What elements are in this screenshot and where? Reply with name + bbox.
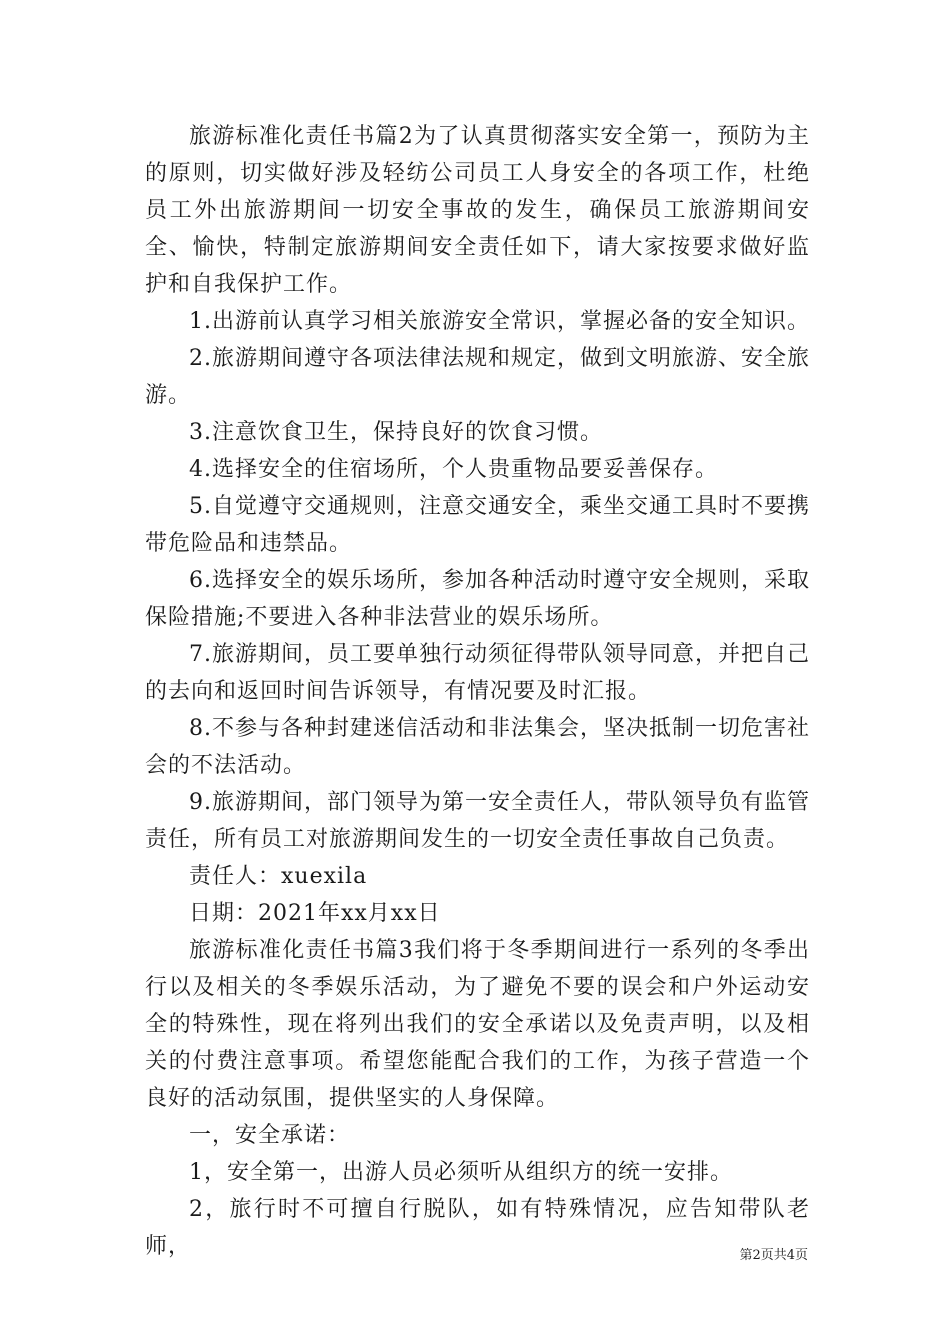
section-heading-safety-promise: 一，安全承诺：: [189, 1123, 351, 1148]
paragraph-item-4: 4.选择安全的住宿场所，个人贵重物品要妥善保存。: [189, 457, 718, 482]
document-body: [145, 118, 810, 1265]
paragraph-item-2: 2.旅游期间遵守各项法律法规和规定，做到文明旅游、安全旅游。: [145, 346, 810, 408]
page-footer: [0, 1244, 950, 1263]
paragraph-item-9: 9.旅游期间，部门领导为第一安全责任人，带队领导负有监管责任，所有员工对旅游期间发生的一切安全责任事故自己负责。: [145, 790, 810, 852]
responsible-person-line: 责任人：xuexila: [189, 864, 368, 889]
paragraph-item-7: 7.旅游期间，员工要单独行动须征得带队领导同意，并把自己的去向和返回时间告诉领导，有情况要及时汇报。: [145, 642, 810, 704]
paragraph-intro-section-3: 旅游标准化责任书篇3我们将于冬季期间进行一系列的冬季出行以及相关的冬季娱乐活动，为了避免不要的误会和户外运动安全的特殊性，现在将列出我们的安全承诺以及免责声明，以及相关的付费注意事项。希望您能配合我们的工作，为孩子营造一个良好的活动氛围，提供坚实的人身保障。: [145, 938, 810, 1111]
paragraph-item-8: 8.不参与各种封建迷信活动和非法集会，坚决抵制一切危害社会的不法活动。: [145, 716, 810, 778]
page-indicator: 第2页共4页: [739, 1248, 808, 1263]
promise-item-2: 2，旅行时不可擅自行脱队，如有特殊情况，应告知带队老师，: [145, 1197, 810, 1259]
paragraph-item-1: 1.出游前认真学习相关旅游安全常识，掌握必备的安全知识。: [189, 309, 810, 334]
date-line: 日期：2021年xx月xx日: [189, 901, 441, 926]
paragraph-item-5: 5.自觉遵守交通规则，注意交通安全，乘坐交通工具时不要携带危险品和违禁品。: [145, 494, 810, 556]
paragraph-item-3: 3.注意饮食卫生，保持良好的饮食习惯。: [189, 420, 603, 445]
paragraph-intro-section-2: 旅游标准化责任书篇2为了认真贯彻落实安全第一，预防为主的原则，切实做好涉及轻纺公司员工人身安全的各项工作，杜绝员工外出旅游期间一切安全事故的发生，确保员工旅游期间安全、愉快，特制定旅游期间安全责任如下，请大家按要求做好监护和自我保护工作。: [145, 124, 810, 297]
promise-item-1: 1，安全第一，出游人员必须听从组织方的统一安排。: [189, 1160, 733, 1185]
paragraph-item-6: 6.选择安全的娱乐场所，参加各种活动时遵守安全规则，采取保险措施;不要进入各种非法营业的娱乐场所。: [145, 568, 810, 630]
